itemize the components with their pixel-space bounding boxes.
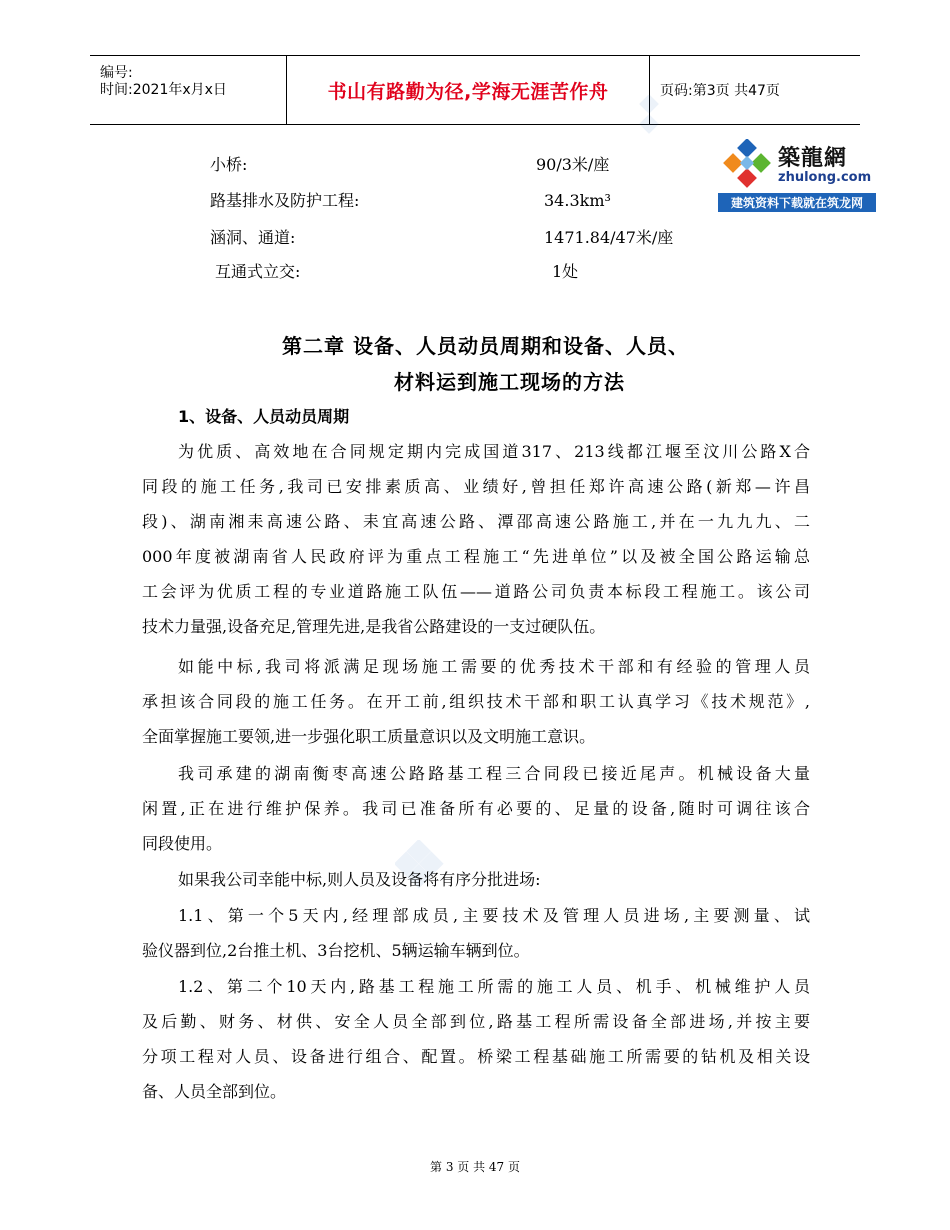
stat-label: 小桥: (210, 155, 248, 174)
logo-domain: zhulong.com (778, 170, 872, 185)
body-line: 段)、湖南湘耒高速公路、耒宜高速公路、潭邵高速公路施工,并在一九九九、二 (142, 512, 810, 531)
watermark-icon (630, 95, 670, 135)
logo-name-cn: 築龍網 (778, 146, 848, 171)
body-line: 同段使用。 (142, 834, 223, 853)
header-number-label: 编号: (100, 65, 133, 81)
body-line: 工会评为优质工程的专业道路施工队伍——道路公司负责本标段工程施工。该公司 (142, 582, 810, 601)
header-time-label: 时间:2021年x月x日 (100, 82, 227, 98)
header-meta (90, 56, 287, 124)
body-line: 验仪器到位,2台推土机、3台挖机、5辆运输车辆到位。 (142, 941, 530, 960)
page-footer: 第 3 页 共 47 页 (430, 1160, 520, 1174)
chapter-title-line1: 第二章 设备、人员动员周期和设备、人员、 (282, 334, 689, 358)
stat-label: 互通式立交: (215, 262, 301, 281)
chapter-title-line2: 材料运到施工现场的方法 (394, 370, 625, 394)
stat-value: 90/3米/座 (536, 155, 610, 174)
zhulong-logo (718, 135, 876, 213)
body-line: 如能中标,我司将派满足现场施工需要的优秀技术干部和有经验的管理人员 (178, 657, 810, 676)
body-line: 1.1、第一个5天内,经理部成员,主要技术及管理人员进场,主要测量、试 (178, 906, 810, 925)
stat-value: 34.3km³ (544, 191, 611, 210)
body-line: 全面掌握施工要领,进一步强化职工质量意识以及文明施工意识。 (142, 727, 596, 746)
body-line: 1.2、第二个10天内,路基工程施工所需的施工人员、机手、机械维护人员 (178, 977, 810, 996)
header-page-cell (650, 56, 860, 124)
header-page-info: 页码:第3页 共47页 (660, 83, 780, 99)
body-line: 闲置,正在进行维护保养。我司已准备所有必要的、足量的设备,随时可调往该合 (142, 799, 810, 818)
logo-mark-icon (722, 139, 774, 191)
stat-value: 1处 (552, 262, 579, 281)
section-title: 1、设备、人员动员周期 (178, 407, 350, 426)
body-line: 备、人员全部到位。 (142, 1082, 287, 1101)
stat-label: 涵洞、通道: (210, 228, 296, 247)
body-line: 000年度被湖南省人民政府评为重点工程施工“先进单位”以及被全国公路运输总 (142, 547, 810, 566)
stat-value: 1471.84/47米/座 (544, 228, 674, 247)
body-line: 如果我公司幸能中标,则人员及设备将有序分批进场: (178, 870, 541, 889)
page-header (90, 55, 860, 125)
stat-label: 路基排水及防护工程: (210, 191, 360, 210)
body-line: 技术力量强,设备充足,管理先进,是我省公路建设的一支过硬队伍。 (142, 617, 606, 636)
body-line: 承担该合同段的施工任务。在开工前,组织技术干部和职工认真学习《技术规范》, (142, 692, 810, 711)
body-line: 分项工程对人员、设备进行组合、配置。桥梁工程基础施工所需要的钻机及相关设 (142, 1047, 810, 1066)
header-motto-cell (287, 56, 650, 124)
body-line: 及后勤、财务、材供、安全人员全部到位,路基工程所需设备全部进场,并按主要 (142, 1012, 810, 1031)
body-line: 为优质、高效地在合同规定期内完成国道317、213线都江堰至汶川公路X合 (178, 442, 810, 461)
header-motto: 书山有路勤为径,学海无涯苦作舟 (327, 80, 609, 103)
logo-slogan: 建筑资料下载就在筑龙网 (718, 193, 876, 212)
body-line: 我司承建的湖南衡枣高速公路路基工程三合同段已接近尾声。机械设备大量 (178, 764, 810, 783)
body-line: 同段的施工任务,我司已安排素质高、业绩好,曾担任郑许高速公路(新郑—许昌 (142, 477, 810, 496)
